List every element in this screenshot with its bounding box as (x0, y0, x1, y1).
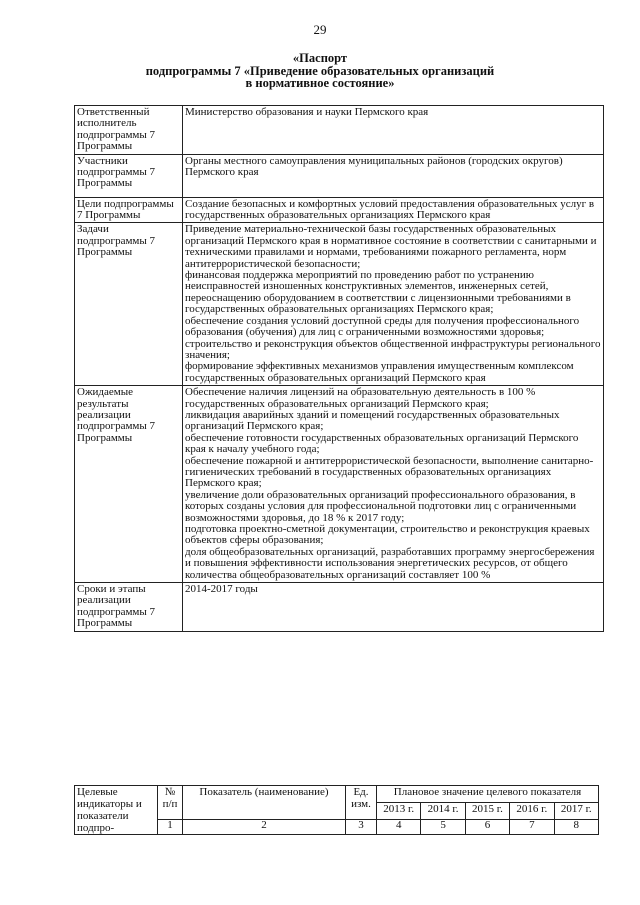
column-number-cell: 5 (421, 819, 465, 835)
column-number-cell: 3 (346, 819, 377, 835)
row-label: Участники подпрограммы 7 Программы (75, 154, 183, 197)
col-number-header: № п/п (158, 786, 183, 820)
col-planned-header: Плановое значение целевого показателя (377, 786, 599, 803)
year-cell: 2013 г. (377, 802, 421, 819)
passport-row-responsible (75, 106, 604, 155)
row-content: Министерство образования и науки Пермского края (183, 106, 604, 155)
year-cell: 2015 г. (465, 802, 509, 819)
row-label: Сроки и этапы реализации подпрограммы 7 Программы (75, 583, 183, 632)
passport-row-results (75, 386, 604, 583)
col-unit-header: Ед. изм. (346, 786, 377, 820)
col-name-header: Показатель (наименование) (183, 786, 346, 820)
passport-row-participants (75, 154, 604, 197)
column-number-cell: 2 (183, 819, 346, 835)
title-line-3: в нормативное состояние» (245, 76, 395, 90)
row-label: Ответственный исполнитель подпрограммы 7 Программы (75, 106, 183, 155)
column-number-cell: 8 (554, 819, 599, 835)
column-number-cell: 7 (510, 819, 554, 835)
row-label: Задачи подпрограммы 7 Программы (75, 223, 183, 386)
year-cell: 2016 г. (510, 802, 554, 819)
column-number-cell: 6 (465, 819, 509, 835)
row-content: Обеспечение наличия лицензий на образовательную деятельность в 100 % государственных образовательных организаций Пермского края; ликвидация аварийных зданий и помещений государственных образовательных организаций Пермского края; обеспечение готовности государственных образовательных организаций Пермского края к началу учебного года; обеспечение пожарной и антитеррористической безопасности, выполнение санитарно-гигиенических требований в государственных образовательных организациях Пермского края; увеличение доли образовательных организаций профессионального образования, в которых созданы условия для профессиональной подготовки лиц с ограниченными возможностями здоровья, до 18 % к 2017 году; подготовка проектно-сметной документации, строительство и реконструкция краевых объектов сферы образования; доля общеобразовательных организаций, разработавших программу энергосбережения и повышения эффективности использования энергетических ресурсов, от общего количества общеобразовательных организаций составляет 100 % (183, 386, 604, 583)
passport-row-tasks (75, 223, 604, 386)
passport-table (74, 105, 604, 632)
indicators-header-row (75, 786, 599, 803)
passport-row-timeline (75, 583, 604, 632)
passport-row-goals (75, 197, 604, 223)
indicators-row-label: Целевые индикаторы и показатели подпро- (75, 786, 158, 835)
column-number-cell: 1 (158, 819, 183, 835)
row-content: Приведение материально-технической базы государственных образовательных организаций Пермского края в нормативное состояние в соответствии с санитарными и техническими правилами и нормами, требованиями пожарного регламента, норм антитеррористической безопасности; финансовая поддержка мероприятий по проведению работ по устранению неисправностей изношенных конструктивных элементов, инженерных сетей, переоснащению оборудованием в соответствии с лицензионными требованиями в государственных образовательных организациях Пермского края; обеспечение создания условий доступной среды для получения профессионального образования (обучения) для лиц с ограниченными возможностями здоровья; строительство и реконструкция объектов общественной инфраструктуры регионального значения; формирование эффективных механизмов управления имущественным комплексом государственных образовательных организаций Пермского края (183, 223, 604, 386)
page-title (60, 52, 580, 90)
row-label: Ожидаемые результаты реализации подпрограммы 7 Программы (75, 386, 183, 583)
title-line-2: подпрограммы 7 «Приведение образовательных организаций (145, 63, 495, 78)
row-content: Органы местного самоуправления муниципальных районов (городских округов) Пермского края (183, 154, 604, 197)
row-label: Цели подпрограммы 7 Программы (75, 197, 183, 223)
page-number: 29 (313, 22, 327, 37)
year-cell: 2014 г. (421, 802, 465, 819)
indicators-table (74, 785, 599, 835)
row-content: 2014-2017 годы (183, 583, 604, 632)
title-line-1: «Паспорт (292, 51, 348, 65)
column-number-cell: 4 (377, 819, 421, 835)
year-cell: 2017 г. (554, 802, 599, 819)
row-content: Создание безопасных и комфортных условий предоставления образовательных услуг в государственных образовательных организациях Пермского края (183, 197, 604, 223)
